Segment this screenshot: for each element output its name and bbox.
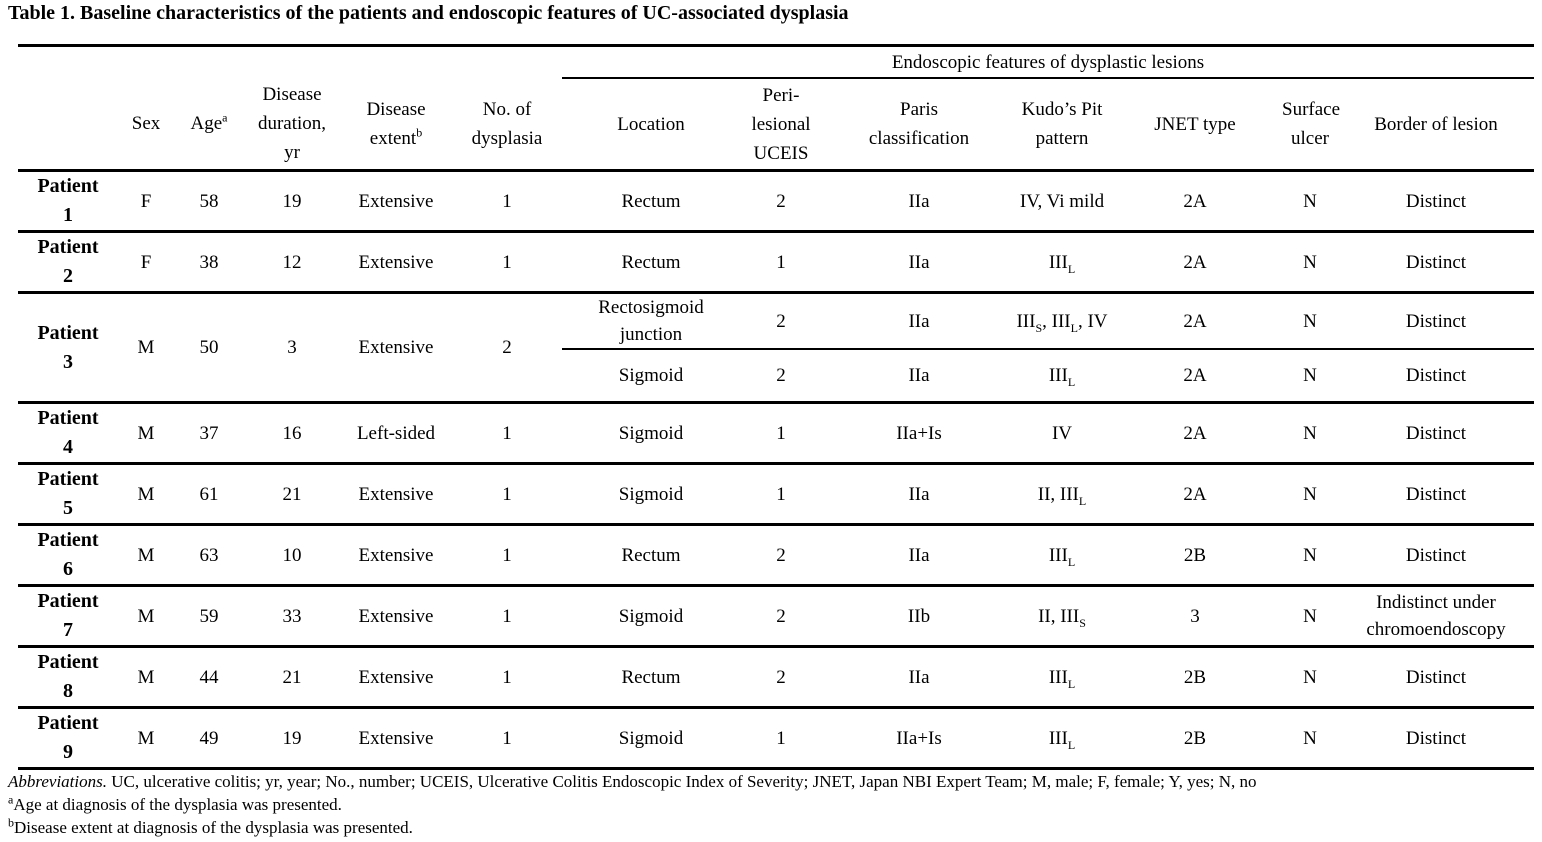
cell-age: 38 [174,232,244,293]
patient-label [18,171,118,232]
cell-duration: 16 [244,403,340,464]
cell-extent: Extensive [340,293,452,403]
cell-age: 49 [174,708,244,769]
cell-location: Sigmoid [562,403,740,464]
kudo-main: III [1048,666,1068,688]
cell-border [1338,586,1534,647]
patient-label-word: Patient [37,590,99,612]
location-l1: Rectosigmoid [598,297,704,318]
cell-duration: 33 [244,586,340,647]
cell-no-dysplasia: 1 [452,525,562,586]
cell-duration: 21 [244,464,340,525]
patient-label [18,708,118,769]
header-age-sup: a [222,110,228,125]
cell-kudo [1016,232,1108,293]
cell-no-dysplasia: 1 [452,232,562,293]
cell-location: Sigmoid [562,464,740,525]
cell-border: Distinct [1338,232,1534,293]
cell-jnet: 2B [1108,647,1282,708]
cell-no-dysplasia: 2 [452,293,562,403]
kudo-sub: L [1067,554,1076,569]
cell-border: Distinct [1338,708,1534,769]
cell-border: Distinct [1338,171,1534,232]
cell-sex: M [118,403,174,464]
cell-age: 37 [174,403,244,464]
cell-ulcer: N [1282,403,1338,464]
cell-kudo [1016,464,1108,525]
table-row [18,647,1534,708]
border-l2: chromoendoscopy [1366,619,1506,640]
header-blank [18,46,562,79]
cell-uceis: 1 [740,403,822,464]
patient-label [18,647,118,708]
cell-no-dysplasia: 1 [452,708,562,769]
footnote-a-text: Age at diagnosis of the dysplasia was presented. [13,795,342,814]
kudo-sub: L [1067,676,1076,691]
table-row [18,171,1534,232]
cell-sex: M [118,525,174,586]
footnote-b [8,816,1257,839]
kudo-sub: S [1079,615,1086,630]
cell-extent: Extensive [340,171,452,232]
cell-location: Sigmoid [562,349,740,403]
cell-paris: IIa [822,232,1016,293]
header-kudo-l1: Kudo’s Pit [1021,99,1103,120]
table-row [18,403,1534,464]
patient-label [18,586,118,647]
baseline-characteristics-table [18,44,1534,770]
cell-location [562,293,740,350]
header-paris-l1: Paris [900,99,938,120]
cell-jnet: 3 [1108,586,1282,647]
cell-location: Rectum [562,171,740,232]
header-age [174,78,244,171]
cell-extent: Extensive [340,647,452,708]
patient-label [18,293,118,403]
patient-label-number: 5 [63,497,73,519]
header-duration [244,78,340,171]
kudo-main: II, III [1038,605,1080,627]
cell-sex: M [118,293,174,403]
kudo-main: III [1048,365,1068,386]
cell-no-dysplasia: 1 [452,647,562,708]
cell-kudo [1016,647,1108,708]
cell-age: 63 [174,525,244,586]
cell-jnet: 2A [1108,349,1282,403]
cell-age: 50 [174,293,244,403]
cell-age: 44 [174,647,244,708]
header-duration-l2: duration, [257,113,327,134]
cell-no-dysplasia: 1 [452,464,562,525]
cell-uceis: 2 [740,349,822,403]
patient-label-number: 7 [63,619,73,641]
kudo-main: III [1048,251,1068,273]
cell-border: Distinct [1338,647,1534,708]
kudo-sub: S [1035,320,1043,335]
table-row [18,232,1534,293]
cell-paris: IIa+Is [822,403,1016,464]
cell-uceis: 1 [740,708,822,769]
patient-label-number: 1 [63,204,73,226]
kudo-part: , IV [1077,310,1108,332]
cell-kudo: IV, Vi mild [1016,171,1108,232]
cell-ulcer: N [1282,171,1338,232]
patient-label-word: Patient [37,468,99,490]
cell-jnet: 2A [1108,293,1282,350]
abbreviations-note [8,770,1257,793]
header-extent-sup: b [416,125,423,140]
header-endoscopic-group: Endoscopic features of dysplastic lesions [562,46,1534,79]
cell-kudo [1016,708,1108,769]
cell-border: Distinct [1338,349,1534,403]
cell-sex: M [118,708,174,769]
cell-age: 61 [174,464,244,525]
cell-kudo [1016,525,1108,586]
cell-ulcer: N [1282,647,1338,708]
patient-label-number: 9 [63,741,73,763]
cell-sex: M [118,464,174,525]
cell-uceis: 1 [740,464,822,525]
cell-location: Sigmoid [562,708,740,769]
cell-location: Sigmoid [562,586,740,647]
header-sex: Sex [118,78,174,171]
cell-uceis: 2 [740,293,822,350]
kudo-sub: L [1070,320,1078,335]
header-location: Location [562,78,740,171]
table-title: Table 1. Baseline characteristics of the patients and endoscopic features of UC-associated dysplasia [8,2,849,24]
header-ulcer [1282,78,1341,171]
table-row [18,586,1534,647]
header-uceis-l1: Peri- [762,84,800,106]
cell-kudo [1016,349,1108,403]
cell-extent: Extensive [340,232,452,293]
patient-label-word: Patient [37,175,99,197]
cell-ulcer: N [1282,525,1338,586]
header-age-text: Age [190,113,223,134]
cell-kudo [1016,293,1108,350]
footnote-a [8,793,1257,816]
cell-border: Distinct [1338,293,1534,350]
abbreviations-label: Abbreviations. [8,772,107,791]
cell-duration: 12 [244,232,340,293]
kudo-main: III [1048,727,1068,749]
cell-sex: M [118,647,174,708]
cell-jnet: 2A [1108,171,1282,232]
cell-border: Distinct [1338,403,1534,464]
cell-ulcer: N [1282,293,1338,350]
cell-extent: Extensive [340,586,452,647]
cell-ulcer: N [1282,232,1338,293]
cell-location: Rectum [562,232,740,293]
kudo-sub: L [1067,374,1076,389]
header-extent-l2: extent [369,127,417,149]
header-paris-l2: classification [868,128,970,149]
header-uceis [740,78,822,171]
table-container [18,44,1534,770]
cell-uceis: 1 [740,232,822,293]
table-row [18,708,1534,769]
cell-extent: Extensive [340,525,452,586]
cell-extent: Extensive [340,464,452,525]
cell-paris: IIa+Is [822,708,1016,769]
patient-label-word: Patient [37,236,99,258]
cell-duration: 19 [244,708,340,769]
header-ulcer-l1: Surface [1282,99,1341,120]
cell-sex: F [118,232,174,293]
cell-jnet: 2B [1108,525,1282,586]
cell-paris: IIa [822,647,1016,708]
header-uceis-l2: lesional [751,113,811,135]
header-uceis-l3: UCEIS [753,142,809,164]
patient-label-number: 4 [63,436,73,458]
cell-jnet: 2A [1108,403,1282,464]
header-no-dysplasia [452,78,562,171]
cell-border: Distinct [1338,464,1534,525]
cell-paris: IIa [822,464,1016,525]
patient-label [18,232,118,293]
header-no-l1: No. of [482,98,532,120]
kudo-main: III [1048,544,1068,566]
cell-ulcer: N [1282,586,1338,647]
patient-label-word: Patient [37,651,99,673]
table-footnotes [8,770,1257,839]
cell-uceis: 2 [740,647,822,708]
patient-label-number: 3 [63,350,73,373]
cell-border: Distinct [1338,525,1534,586]
header-kudo-l2: pattern [1035,128,1089,149]
cell-uceis: 2 [740,171,822,232]
patient-label [18,525,118,586]
cell-jnet: 2B [1108,708,1282,769]
header-row [18,78,1534,171]
cell-sex: F [118,171,174,232]
header-extent [340,78,452,171]
cell-jnet: 2A [1108,232,1282,293]
cell-age: 59 [174,586,244,647]
patient-label-number: 2 [63,265,73,287]
header-duration-l3: yr [284,142,300,163]
header-group-row [18,46,1534,79]
patient-label-word: Patient [37,529,99,551]
header-jnet: JNET type [1108,78,1282,171]
header-duration-l1: Disease [262,84,322,105]
location-l2: junction [619,324,683,345]
cell-uceis: 2 [740,525,822,586]
kudo-part: , III [1042,310,1071,332]
cell-duration: 19 [244,171,340,232]
footnote-b-marker: b [8,815,14,830]
abbreviations-text: UC, ulcerative colitis; yr, year; No., number; UCEIS, Ulcerative Colitis Endoscopic Index of Severity; JNET, Japan NBI Expert Team; M, male; F, female; Y, yes; N, no [107,772,1257,791]
cell-duration: 10 [244,525,340,586]
cell-paris: IIa [822,293,1016,350]
cell-location: Rectum [562,525,740,586]
patient-label [18,464,118,525]
patient-label-word: Patient [37,407,99,429]
cell-location: Rectum [562,647,740,708]
cell-paris: IIa [822,349,1016,403]
cell-duration: 21 [244,647,340,708]
kudo-sub: L [1078,493,1087,508]
cell-paris: IIa [822,525,1016,586]
footnote-b-text: Disease extent at diagnosis of the dysplasia was presented. [14,818,413,837]
cell-no-dysplasia: 1 [452,171,562,232]
header-no-l2: dysplasia [471,127,543,149]
cell-no-dysplasia: 1 [452,586,562,647]
cell-duration: 3 [244,293,340,403]
header-border: Border of lesion [1338,78,1534,171]
cell-kudo: IV [1016,403,1108,464]
cell-ulcer: N [1282,464,1338,525]
patient-label-number: 8 [63,680,73,702]
cell-uceis: 2 [740,586,822,647]
cell-extent: Left-sided [340,403,452,464]
kudo-part: III [1016,310,1036,332]
cell-sex: M [118,586,174,647]
header-extent-l1: Disease [366,98,426,120]
kudo-main: II, III [1037,483,1079,505]
border-l1: Indistinct under [1376,592,1496,613]
cell-paris: IIb [822,586,1016,647]
cell-extent: Extensive [340,708,452,769]
header-paris [822,78,1016,171]
table-row [18,464,1534,525]
cell-age: 58 [174,171,244,232]
patient-label-number: 6 [63,558,73,580]
patient-label [18,403,118,464]
cell-ulcer: N [1282,349,1338,403]
cell-kudo [1016,586,1108,647]
kudo-sub: L [1067,261,1076,276]
cell-no-dysplasia: 1 [452,403,562,464]
header-kudo [1016,78,1108,171]
table-row [18,525,1534,586]
patient-label-word: Patient [37,321,99,344]
patient-label-word: Patient [37,712,99,734]
table-row [18,293,1534,350]
footnote-a-marker: a [8,792,14,807]
cell-paris: IIa [822,171,1016,232]
header-ulcer-l2: ulcer [1291,128,1329,149]
kudo-sub: L [1067,737,1076,752]
header-patient [18,78,118,171]
cell-ulcer: N [1282,708,1338,769]
cell-jnet: 2A [1108,464,1282,525]
